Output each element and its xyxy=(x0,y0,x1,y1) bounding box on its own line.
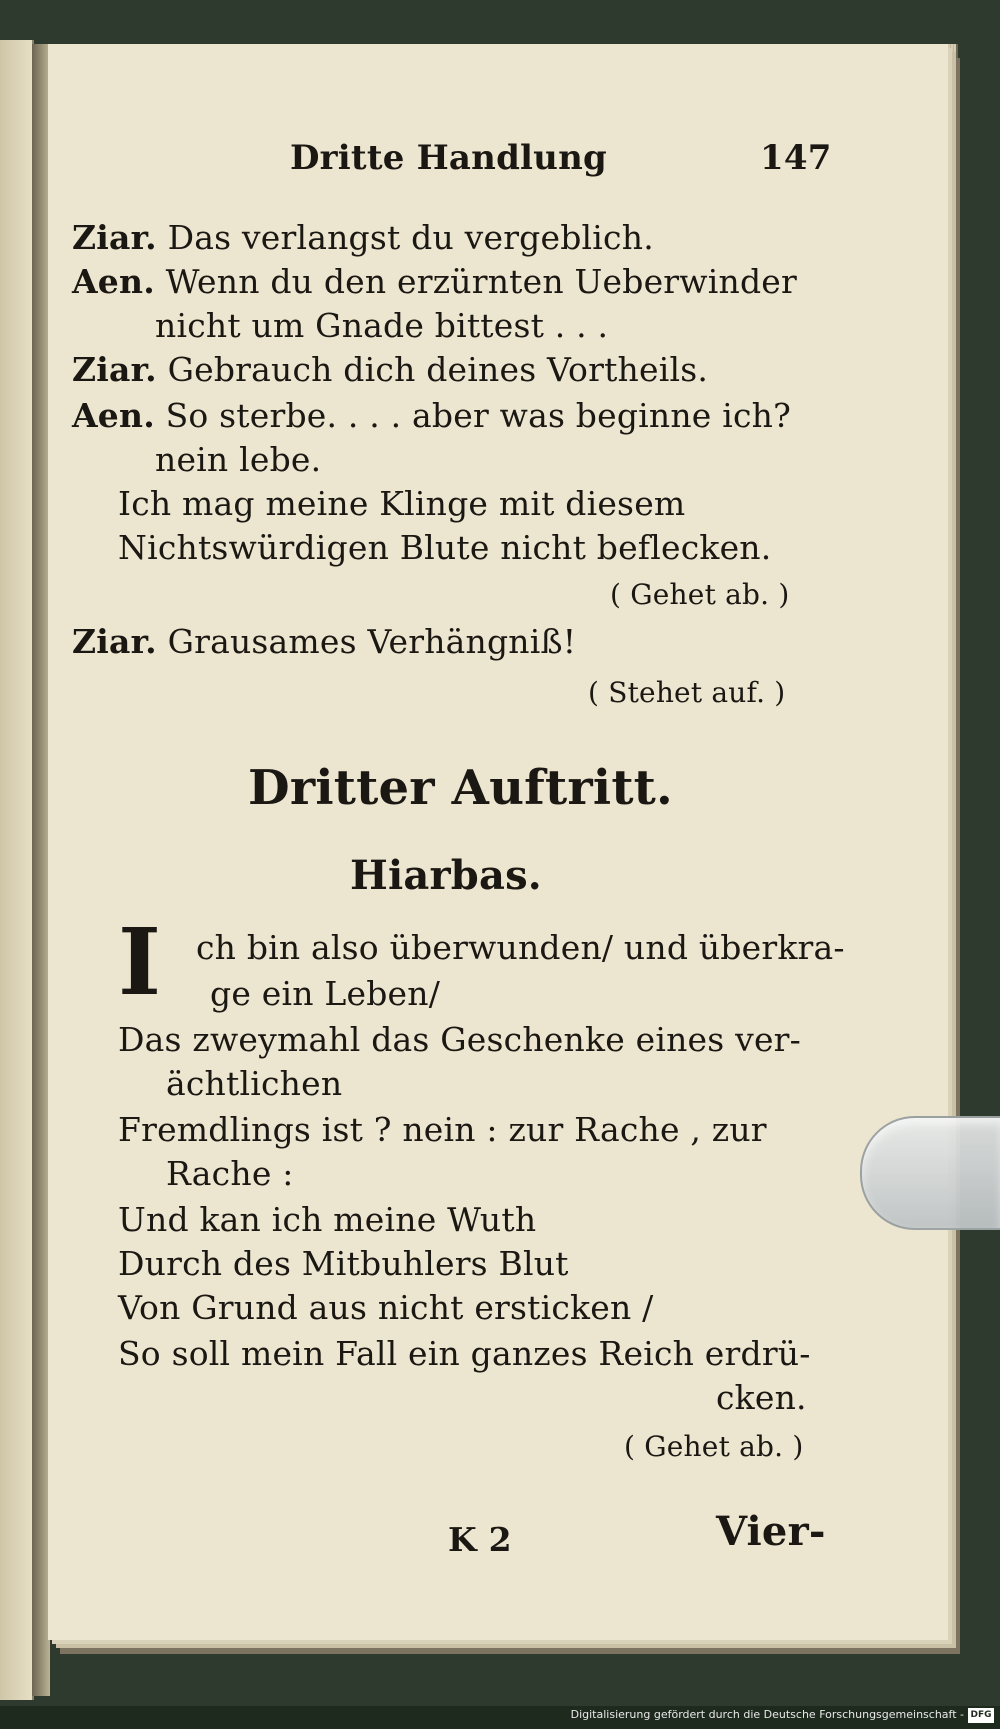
dialogue-line-3: nicht um Gnade bittest . . . xyxy=(155,306,609,345)
monologue-line: ächtlichen xyxy=(166,1064,343,1103)
monologue-line: So soll mein Fall ein ganzes Reich erdrü- xyxy=(118,1334,811,1373)
monologue-line: Von Grund aus nicht ersticken / xyxy=(118,1288,654,1327)
dialogue-line-1 xyxy=(72,218,654,257)
catchword: Vier- xyxy=(716,1508,826,1555)
dialogue-line-8: Nichtswürdigen Blute nicht beflecken. xyxy=(118,528,772,567)
dialogue-line-5 xyxy=(72,396,791,435)
dialogue-line-7: Ich mag meine Klinge mit diesem xyxy=(118,484,686,523)
dialogue-line-2 xyxy=(72,262,797,301)
speaker-label: Ziar. xyxy=(72,350,157,389)
speaker-label: Aen. xyxy=(72,396,155,435)
dialogue-line-4 xyxy=(72,350,708,389)
dialogue-line-9 xyxy=(72,622,576,661)
signature-mark: K 2 xyxy=(448,1520,512,1559)
monologue-line: Durch des Mitbuhlers Blut xyxy=(118,1244,569,1283)
digitization-credit: Digitalisierung gefördert durch die Deutsche Forschungsgemeinschaft - xyxy=(570,1708,964,1721)
monologue-line: ge ein Leben/ xyxy=(210,974,441,1013)
stage-direction-exit: ( Gehet ab. ) xyxy=(610,578,790,611)
speaker-label: Aen. xyxy=(72,262,155,301)
monologue-line: ch bin also überwunden/ und überkra- xyxy=(196,928,845,967)
dialogue-line-6: nein lebe. xyxy=(155,440,322,479)
dialogue-text: Das verlangst du vergeblich. xyxy=(167,218,654,257)
dialogue-text: Grausames Verhängniß! xyxy=(167,622,577,661)
monologue-line: Und kan ich meine Wuth xyxy=(118,1200,537,1239)
speaker-label: Ziar. xyxy=(72,218,157,257)
dialogue-text: Wenn du den erzürnten Ueberwinder xyxy=(165,262,797,301)
monologue-line: Das zweymahl das Geschenke eines ver- xyxy=(118,1020,801,1059)
dfg-logo-icon: DFG xyxy=(968,1708,994,1723)
monologue-line: Rache : xyxy=(166,1154,294,1193)
speaker-label: Ziar. xyxy=(72,622,157,661)
character-name: Hiarbas. xyxy=(350,852,542,899)
dialogue-text: Gebrauch dich deines Vortheils. xyxy=(167,350,709,389)
drop-cap: I xyxy=(118,908,162,1016)
monologue-line: cken. xyxy=(716,1378,807,1417)
stage-direction-rise: ( Stehet auf. ) xyxy=(588,676,786,709)
dialogue-text: So sterbe. . . . aber was beginne ich? xyxy=(165,396,792,435)
stage-direction-exit-2: ( Gehet ab. ) xyxy=(624,1430,804,1463)
page-number: 147 xyxy=(760,138,832,178)
scene-title: Dritter Auftritt. xyxy=(248,760,673,816)
monologue-line: Fremdlings ist ? nein : zur Rache , zur xyxy=(118,1110,767,1149)
running-title: Dritte Handlung xyxy=(290,138,607,178)
